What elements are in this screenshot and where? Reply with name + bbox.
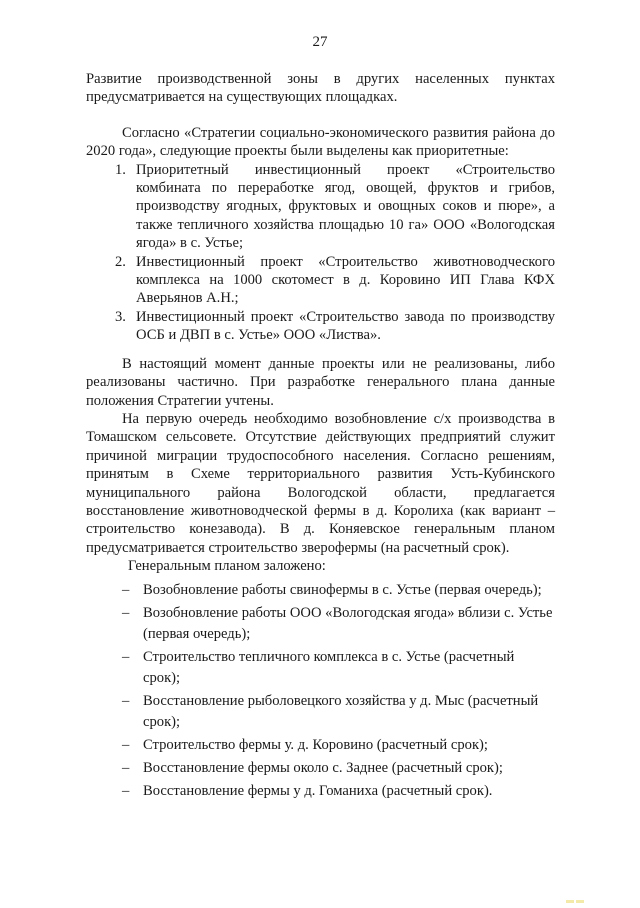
document-body bbox=[86, 70, 555, 804]
dash-marker: – bbox=[122, 648, 130, 665]
dash-marker: – bbox=[122, 782, 130, 799]
plan-items-list bbox=[86, 580, 555, 802]
list-item-text: Инвестиционный проект «Строительство животноводческого комплекса на 1000 скотомест в д. Коровино ИП Глава КФХ Аверьянов А.Н.; bbox=[136, 253, 555, 307]
dash-marker: – bbox=[122, 581, 130, 598]
list-item-text: Возобновление работы ООО «Вологодская ягода» вблизи с. Устье (первая очередь); bbox=[143, 604, 553, 642]
list-item bbox=[86, 161, 555, 253]
list-item-text: Восстановление фермы около с. Заднее (расчетный срок); bbox=[143, 759, 503, 776]
list-item-text: Возобновление работы свинофермы в с. Устье (первая очередь); bbox=[143, 581, 542, 598]
list-item bbox=[86, 308, 555, 345]
list-item bbox=[86, 580, 555, 601]
list-item bbox=[86, 647, 555, 689]
list-item-text: Строительство тепличного комплекса в с. Устье (расчетный срок); bbox=[143, 648, 515, 686]
list-item-number: 1. bbox=[115, 161, 126, 178]
paragraph-strategy-intro: Согласно «Стратегии социально-экономического развития района до 2020 года», следующие проекты были выделены как приоритетные: bbox=[86, 124, 555, 160]
list-item-number: 3. bbox=[115, 308, 126, 325]
list-item-text: Восстановление рыболовецкого хозяйства у д. Мыс (расчетный срок); bbox=[143, 692, 539, 730]
plan-heading: Генеральным планом заложено: bbox=[128, 558, 326, 575]
list-item-text: Восстановление фермы у д. Гоманиха (расчетный срок). bbox=[143, 782, 493, 799]
dash-marker: – bbox=[122, 604, 130, 621]
list-item-text: Инвестиционный проект «Строительство завода по производству ОСБ и ДВП в с. Устье» ООО «Листва». bbox=[136, 308, 555, 344]
dash-marker: – bbox=[122, 736, 130, 753]
list-item bbox=[86, 253, 555, 308]
list-item-text: Приоритетный инвестиционный проект «Строительство комбината по переработке ягод, овощей, фруктов и грибов, производству ягодных, фруктовых и овощных соков и пюре», а также тепличного хозяйства площадью 10 га» ООО «Вологодская ягода» в с. Устье; bbox=[136, 161, 555, 252]
list-item bbox=[86, 603, 555, 645]
scan-artifact-mark bbox=[566, 890, 594, 895]
paragraph-production-zone: Развитие производственной зоны в других населенных пунктах предусматривается на существующих площадках. bbox=[86, 71, 555, 106]
dash-marker: – bbox=[122, 692, 130, 709]
priority-projects-list bbox=[86, 161, 555, 345]
paragraph-projects-status: В настоящий момент данные проекты или не реализованы, либо реализованы частично. При разработке генерального плана данные положения Стратегии учтены. bbox=[86, 355, 555, 409]
paragraph-first-stage: На первую очередь необходимо возобновление с/х производства в Томашском сельсовете. Отсутствие действующих предприятий служит причиной миграции трудоспособного населения. Согласно решениям, принятым в Схеме территориального развития Усть-Кубинского муниципального района Вологодской области, предлагается восстановление животноводческой фермы в д. Королиха (как вариант – строительство конезавода). В д. Коняевское генеральным планом предусматривается строительство зверофермы (на расчетный срок). bbox=[86, 410, 555, 556]
list-item bbox=[86, 735, 555, 756]
dash-marker: – bbox=[122, 759, 130, 776]
list-item bbox=[86, 758, 555, 779]
page-number: 27 bbox=[312, 34, 328, 50]
list-item-number: 2. bbox=[115, 253, 126, 270]
list-item-text: Строительство фермы у. д. Коровино (расчетный срок); bbox=[143, 736, 488, 753]
list-item bbox=[86, 781, 555, 802]
list-item bbox=[86, 691, 555, 733]
